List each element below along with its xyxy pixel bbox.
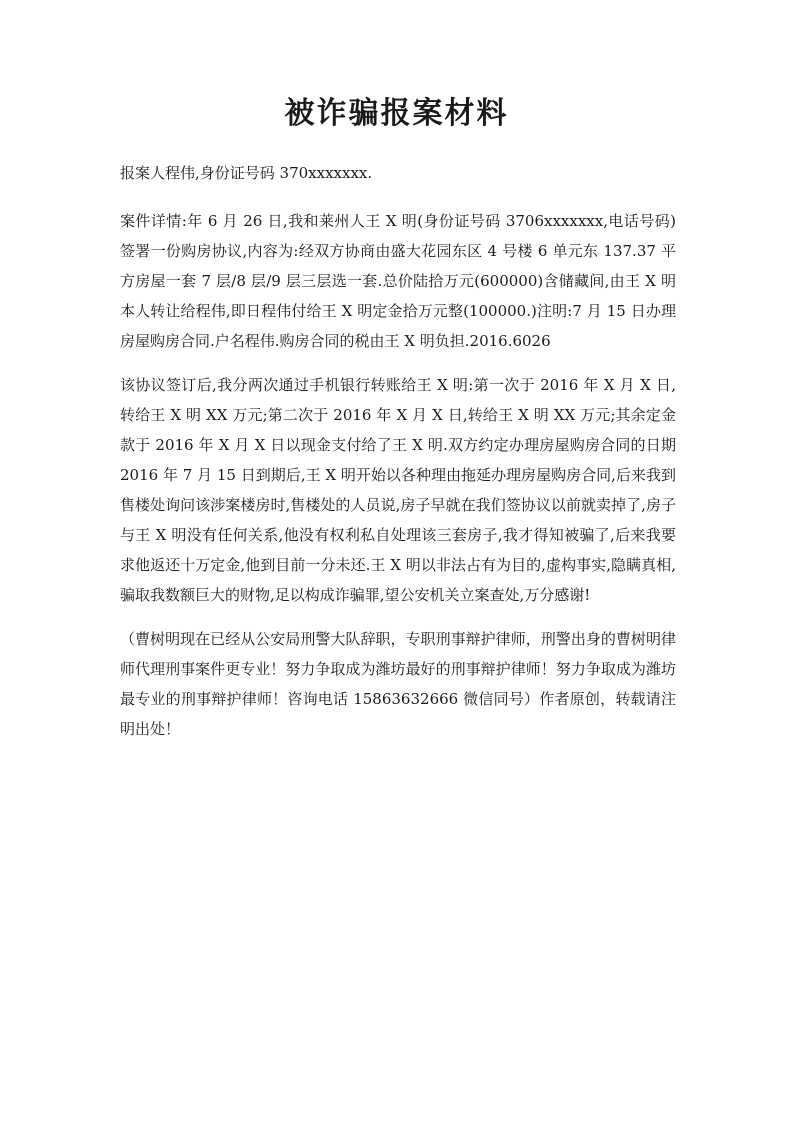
document-title: 被诈骗报案材料: [284, 96, 509, 131]
author-note-paragraph: （曹树明现在已经从公安局刑警大队辞职，专职刑事辩护律师，刑警出身的曹树明律师代理刑事案件更专业！努力争取成为潍坊最好的刑事辩护律师！努力争取成为潍坊最专业的刑事辩护律师！咨询电话 15863632666 微信同号）作者原创，转载请注明出处！: [120, 630, 676, 738]
document-body: [120, 158, 676, 744]
reporter-paragraph: 报案人程伟,身份证号码 370xxxxxxx.: [120, 164, 373, 182]
case-details-paragraph: 案件详情:年 6 月 26 日,我和莱州人王 X 明(身份证号码 3706xxxxxxx,电话号码)签署一份购房协议,内容为:经双方协商由盛大花园东区 4 号楼 6 单元东 137.37 平方房屋一套 7 层/8 层/9 层三层选一套.总价陆拾万元(600000)含储藏间,由王 X 明本人转让给程伟,即日程伟付给王 X 明定金拾万元整(100000.)注明:7 月 15 日办理房屋购房合同.户名程伟.购房合同的税由王 X 明负担.2016.6026: [120, 212, 676, 350]
case-process-paragraph: 该协议签订后,我分两次通过手机银行转账给王 X 明:第一次于 2016 年 X 月 X 日,转给王 X 明 XX 万元;第二次于 2016 年 X 月 X 日,转给王 X 明 XX 万元;其余定金款于 2016 年 X 月 X 日以现金支付给了王 X 明.双方约定办理房屋购房合同的日期 2016 年 7 月 15 日到期后,王 X 明开始以各种理由拖延办理房屋购房合同,后来我到售楼处询问该涉案楼房时,售楼处的人员说,房子早就在我们签协议以前就卖掉了,房子与王 X 明没有任何关系,他没有权利私自处理该三套房子,我才得知被骗了,后来我要求他返还十万定金,他到目前一分未还.王 X 明以非法占有为目的,虚构事实,隐瞒真相,骗取我数额巨大的财物,足以构成诈骗罪,望公安机关立案查处,万分感谢!: [120, 376, 676, 604]
